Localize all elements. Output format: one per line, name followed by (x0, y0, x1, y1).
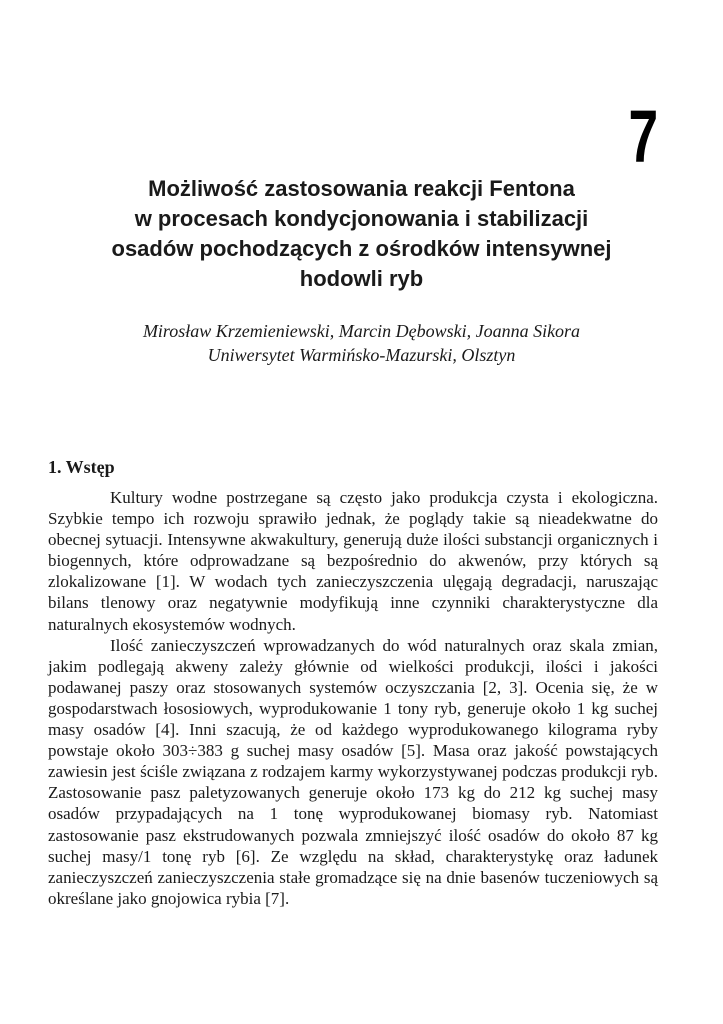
section-heading: 1. Wstęp (48, 457, 115, 477)
title-line: hodowli ryb (299, 266, 424, 291)
title-line: w procesach kondycjonowania i stabilizacji (134, 206, 589, 231)
title-line: Możliwość zastosowania reakcji Fentona (148, 176, 575, 201)
section-body (48, 487, 658, 909)
chapter-title (40, 174, 683, 294)
title-line: osadów pochodzących z ośrodków intensywnej (111, 236, 612, 261)
body-paragraph: Ilość zanieczyszczeń wprowadzanych do wód naturalnych oraz skala zmian, jakim podlegają akweny zależy głównie od wielkości produkcji, ilości i jakości podawanej paszy oraz stosowanych systemów oczyszczania [2, 3]. Ocenia się, że w gospodarstwach łososiowych, wyprodukowanie 1 tony ryb, generuje około 1 kg suchej masy osadów [4]. Inni szacują, że od każdego wyprodukowanego kilograma ryby powstaje około 303÷383 g suchej masy osadów [5]. Masa oraz jakość powstających zawiesin jest ściśle związana z rodzajem karmy wykorzystywanej podczas produkcji ryb. Zastosowanie pasz paletyzowanych generuje około 173 kg do 212 kg suchej masy osadów przypadających na 1 tonę wyprodukowanej biomasy ryb. Natomiast zastosowanie pasz ekstrudowanych pozwala zmniejszyć ilość osadów do około 87 kg suchej masy/1 tonę ryb [6]. Ze względu na skład, charakterystykę oraz ładunek zanieczyszczeń zanieczyszczenia stałe gromadzące się na dnie basenów tuczeniowych są określane jako gnojowica rybia [7]. (48, 635, 658, 908)
author-block (40, 319, 683, 367)
author-affiliation: Uniwersytet Warmińsko-Mazurski, Olsztyn (207, 345, 516, 365)
author-names: Mirosław Krzemieniewski, Marcin Dębowski, Joanna Sikora (142, 321, 581, 341)
chapter-number: 7 (628, 95, 658, 178)
body-paragraph: Kultury wodne postrzegane są często jako produkcja czysta i ekologiczna. Szybkie tempo ich rozwoju sprawiło jednak, że poglądy takie są nieadekwatne do obecnej sytuacji. Intensywne akwakultury, generują duże ilości substancji organicznych i biogennych, które odprowadzane są bezpośrednio do akwenów, przy których są zlokalizowane [1]. W wodach tych zanieczyszczenia ulęgają degradacji, naruszając bilans tlenowy oraz negatywnie modyfikują inne czynniki charakterystyczne dla naturalnych ekosystemów wodnych. (48, 488, 658, 634)
